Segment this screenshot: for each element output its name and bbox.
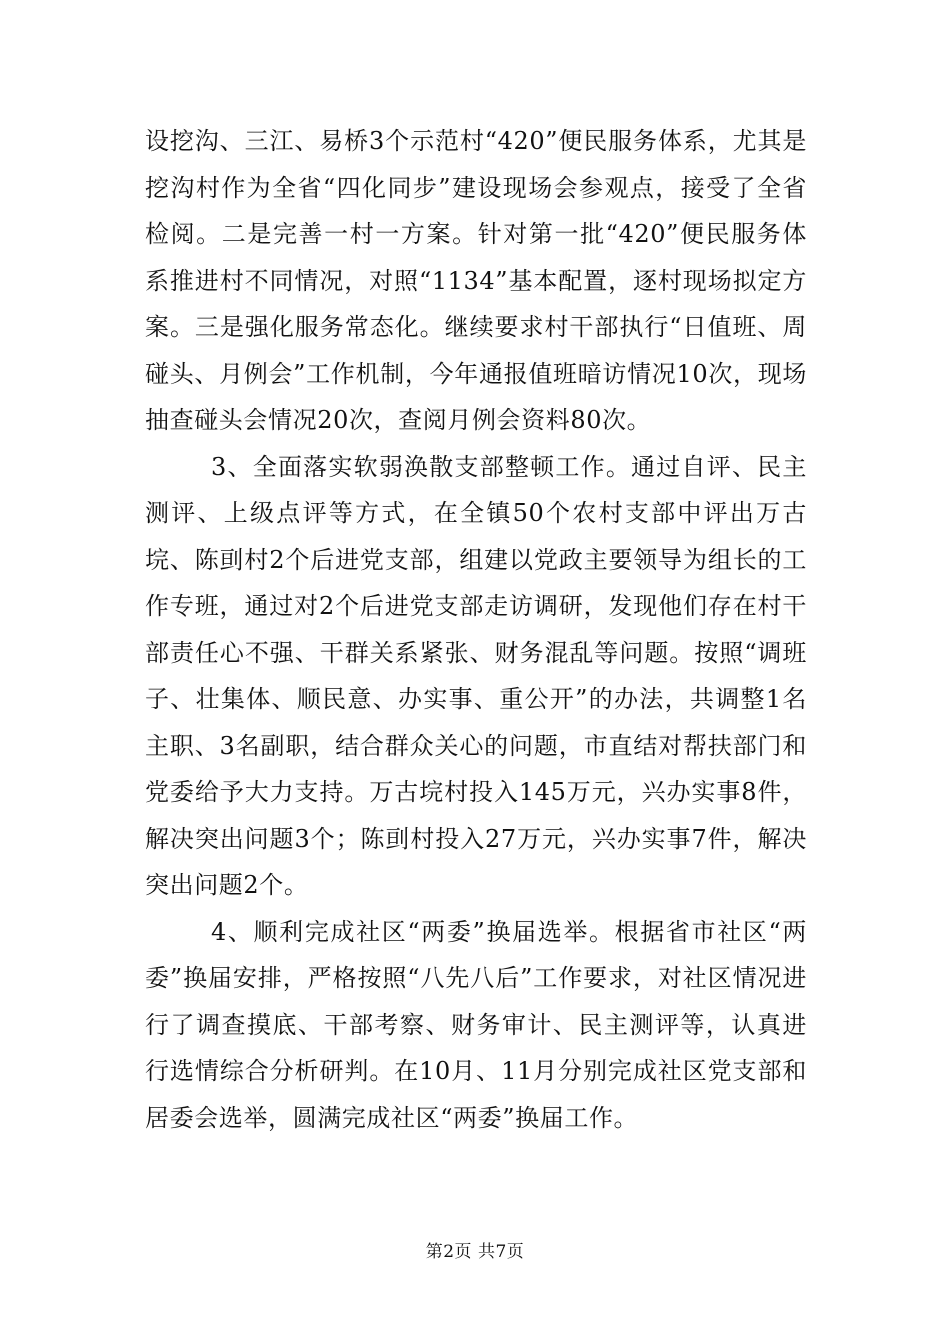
document-body [145,118,807,1141]
paragraph-item-4: 4、顺利完成社区“两委”换届选举。根据省市社区“两委”换届安排，严格按照“八先八后”工作要求，对社区情况进行了调查摸底、干部考察、财务审计、民主测评等，认真进行选情综合分析研判。在10月、11月分别完成社区党支部和居委会选举，圆满完成社区“两委”换届工作。 [145,917,807,1132]
page-number-footer: 第2页 共7页 [425,1242,525,1262]
paragraph-item-3: 3、全面落实软弱涣散支部整顿工作。通过自评、民主测评、上级点评等方式，在全镇50个农村支部中评出万古垸、陈刯村2个后进党支部，组建以党政主要领导为组长的工作专班，通过对2个后进党支部走访调研，发现他们存在村干部责任心不强、干群关系紧张、财务混乱等问题。按照“调班子、壮集体、顺民意、办实事、重公开”的办法，共调整1名主职、3名副职，结合群众关心的问题，市直结对帮扶部门和党委给予大力支持。万古垸村投入145万元，兴办实事8件，解决突出问题3个；陈刯村投入27万元，兴办实事7件，解决突出问题2个。 [145,452,807,899]
paragraph-continuation: 设挖沟、三江、易桥3个示范村“420”便民服务体系，尤其是挖沟村作为全省“四化同步”建设现场会参观点，接受了全省检阅。二是完善一村一方案。针对第一批“420”便民服务体系推进村不同情况，对照“1134”基本配置，逐村现场拟定方案。三是强化服务常态化。继续要求村干部执行“日值班、周碰头、月例会”工作机制，今年通报值班暗访情况10次，现场抽查碰头会情况20次，查阅月例会资料80次。 [145,127,807,434]
